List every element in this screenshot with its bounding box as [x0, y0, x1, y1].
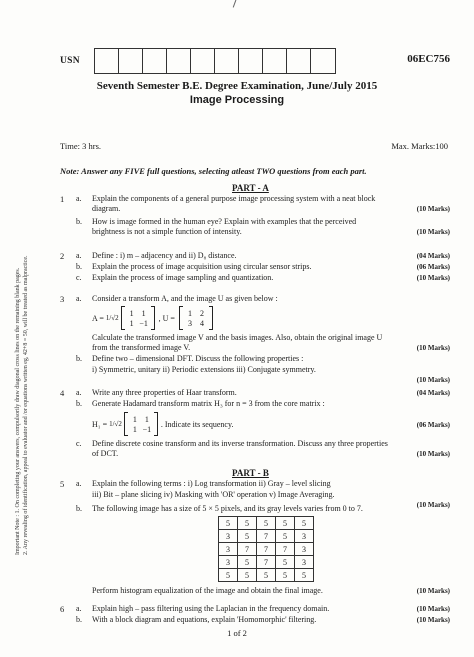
- marks: (10 Marks): [416, 344, 450, 352]
- question-text: Explain high – pass filtering using the Laplacian in the frequency domain.: [92, 604, 330, 613]
- pixel-cell: 7: [257, 556, 276, 569]
- matrix-cell: 1: [132, 424, 137, 434]
- table-row: [219, 543, 314, 556]
- paper-code: 06EC756: [407, 53, 450, 65]
- question-text: Explain the process of image sampling and quantization.: [92, 273, 274, 282]
- equation-a-u: [92, 306, 213, 330]
- bracket-right: [154, 412, 158, 436]
- eq-label: H₁ =: [92, 419, 108, 429]
- time-allowed: Time: 3 hrs.: [60, 141, 102, 151]
- table-row: [219, 530, 314, 543]
- question-text: Define discrete cosine transform and its inverse transformation. Discuss any three properties: [92, 439, 388, 448]
- usn-box: [167, 49, 191, 73]
- usn-box: [119, 49, 143, 73]
- marks: (10 Marks): [416, 450, 450, 458]
- matrix-cell: 1: [129, 318, 134, 328]
- sub-label: b.: [76, 399, 82, 408]
- eq-coefficient: 1/√2: [109, 420, 122, 428]
- pixel-cell: 3: [295, 530, 314, 543]
- side-note-line: Important Note : 1. On completing your answers, compulsorily draw diagonal cross lines on the remaining blank pages.: [15, 267, 21, 555]
- usn-box: [287, 49, 311, 73]
- stray-mark: [233, 0, 239, 8]
- marks: (10 Marks): [416, 501, 450, 509]
- marks: (10 Marks): [416, 228, 450, 236]
- usn-label: USN: [60, 56, 80, 66]
- pixel-cell: 7: [257, 530, 276, 543]
- question-text: diagram.: [92, 204, 121, 213]
- question-text: How is image formed in the human eye? Explain with examples that the perceived: [92, 217, 357, 226]
- usn-box: [191, 49, 215, 73]
- pixel-cell: 5: [257, 517, 276, 530]
- bracket-right: [209, 306, 213, 330]
- question-text: Define two – dimensional DFT. Discuss the following properties :: [92, 354, 304, 363]
- marks: (10 Marks): [416, 616, 450, 624]
- exam-title: Seventh Semester B.E. Degree Examination, June/July 2015: [96, 80, 378, 92]
- question-text: of DCT.: [92, 449, 119, 458]
- marks: (10 Marks): [416, 205, 450, 213]
- question-text: Consider a transform A, and the image U as given below :: [92, 294, 278, 303]
- table-row: [219, 569, 314, 582]
- image-grid: [218, 516, 314, 582]
- pixel-cell: 5: [276, 556, 295, 569]
- usn-box: [143, 49, 167, 73]
- eq-coefficient: 1/√2: [105, 314, 119, 322]
- question-text: Explain the following terms : i) Log transformation ii) Gray – level slicing: [92, 479, 331, 488]
- matrix-cell: 1: [141, 308, 146, 318]
- marks: (04 Marks): [416, 389, 450, 397]
- pixel-cell: 5: [295, 569, 314, 582]
- marks: (10 Marks): [416, 376, 450, 384]
- marks: (04 Marks): [416, 252, 450, 260]
- pixel-cell: 5: [219, 569, 238, 582]
- usn-box: [215, 49, 239, 73]
- sub-label: a.: [76, 294, 82, 303]
- sub-label: c.: [76, 273, 82, 282]
- pixel-cell: 3: [219, 556, 238, 569]
- pixel-cell: 3: [219, 530, 238, 543]
- usn-row: [60, 48, 390, 76]
- sub-label: a.: [76, 479, 82, 488]
- pixel-cell: 5: [238, 569, 257, 582]
- question-text: i) Symmetric, unitary ii) Periodic extensions iii) Conjugate symmetry.: [92, 365, 316, 374]
- pixel-cell: 5: [257, 569, 276, 582]
- marks: (10 Marks): [416, 587, 450, 595]
- matrix-body: [183, 309, 209, 328]
- eq-label: , U =: [158, 313, 175, 323]
- marks: (10 Marks): [416, 605, 450, 613]
- matrix-body: [128, 415, 154, 434]
- matrix-cell: 1: [144, 414, 149, 424]
- question-text: from the transformed image V.: [92, 343, 191, 352]
- pixel-cell: 5: [295, 517, 314, 530]
- matrix-u: [179, 306, 213, 330]
- pixel-cell: 5: [238, 556, 257, 569]
- sub-label: b.: [76, 354, 82, 363]
- pixel-cell: 5: [276, 569, 295, 582]
- question-text: The following image has a size of 5 × 5 pixels, and its gray levels varies from 0 to 7.: [92, 504, 363, 513]
- question-number: 2: [60, 251, 65, 261]
- max-marks: Max. Marks:100: [391, 141, 448, 151]
- sub-label: a.: [76, 604, 82, 613]
- question-text: iii) Bit – plane slicing iv) Masking with 'OR' operation v) Image Averaging.: [92, 490, 335, 499]
- matrix-body: [125, 309, 151, 328]
- question-number: 3: [60, 294, 65, 304]
- sub-label: a.: [76, 251, 82, 260]
- page-number: 1 of 2: [227, 628, 247, 638]
- sub-label: a.: [76, 194, 82, 203]
- sub-label: b.: [76, 504, 82, 513]
- question-text: Calculate the transformed image V and the basis images. Also, obtain the original image U: [92, 333, 383, 342]
- matrix-cell: 1: [187, 308, 192, 318]
- sub-label: b.: [76, 217, 82, 226]
- usn-box: [263, 49, 287, 73]
- pixel-cell: 7: [257, 543, 276, 556]
- question-number: 1: [60, 194, 65, 204]
- table-row: [219, 517, 314, 530]
- subject-title: Image Processing: [189, 94, 285, 106]
- matrix-cell: −1: [142, 424, 152, 434]
- question-text: Perform histogram equalization of the image and obtain the final image.: [92, 586, 323, 595]
- question-text: Generate Hadamard transform matrix H₃ for n = 3 from the core matrix :: [92, 399, 325, 408]
- sub-label: b.: [76, 615, 82, 624]
- matrix-h1: [124, 412, 158, 436]
- question-number: 4: [60, 388, 65, 398]
- question-text: With a block diagram and equations, explain 'Homomorphic' filtering.: [92, 615, 317, 624]
- pixel-cell: 3: [219, 543, 238, 556]
- matrix-cell: 3: [187, 318, 192, 328]
- pixel-cell: 5: [238, 517, 257, 530]
- part-b-heading: PART - B: [232, 468, 269, 478]
- question-number: 6: [60, 604, 65, 614]
- part-a-heading: PART - A: [232, 183, 269, 193]
- eq-label: A =: [92, 313, 104, 323]
- question-text: Explain the process of image acquisition using circular sensor strips.: [92, 262, 312, 271]
- question-text: brightness is not a simple function of intensity.: [92, 227, 242, 236]
- pixel-cell: 5: [276, 517, 295, 530]
- sub-label: c.: [76, 439, 82, 448]
- bracket-right: [151, 306, 155, 330]
- marks: (06 Marks): [416, 421, 450, 429]
- usn-box: [311, 49, 335, 73]
- pixel-cell: 5: [219, 517, 238, 530]
- sub-label: a.: [76, 388, 82, 397]
- instructions-note: Note: Answer any FIVE full questions, selecting atleast TWO questions from each part.: [60, 166, 367, 176]
- usn-box: [95, 49, 119, 73]
- side-important-note: [14, 255, 30, 555]
- question-text: . Indicate its sequency.: [160, 419, 234, 429]
- pixel-cell: 5: [276, 530, 295, 543]
- pixel-cell: 7: [276, 543, 295, 556]
- usn-boxes: [94, 48, 336, 74]
- matrix-cell: 4: [199, 318, 204, 328]
- pixel-cell: 3: [295, 556, 314, 569]
- question-text: Define : i) m – adjacency and ii) D₈ distance.: [92, 251, 237, 260]
- table-row: [219, 556, 314, 569]
- matrix-cell: 1: [129, 308, 134, 318]
- pixel-cell: 3: [295, 543, 314, 556]
- question-text: Explain the components of a general purpose image processing system with a neat block: [92, 194, 376, 203]
- equation-h1: [92, 412, 233, 436]
- matrix-a: [121, 306, 155, 330]
- matrix-cell: 2: [199, 308, 204, 318]
- usn-box: [239, 49, 263, 73]
- pixel-cell: 7: [238, 543, 257, 556]
- marks: (06 Marks): [416, 263, 450, 271]
- matrix-cell: −1: [139, 318, 148, 328]
- pixel-cell: 5: [238, 530, 257, 543]
- matrix-cell: 1: [132, 414, 137, 424]
- question-number: 5: [60, 479, 65, 489]
- sub-label: b.: [76, 262, 82, 271]
- question-text: Write any three properties of Haar transform.: [92, 388, 237, 397]
- side-note-line: 2. Any revealing of identification, appeal to evaluator and /or equations written eg, 42+8 = 50, will be treated as malpractice.: [23, 255, 29, 555]
- marks: (10 Marks): [416, 274, 450, 282]
